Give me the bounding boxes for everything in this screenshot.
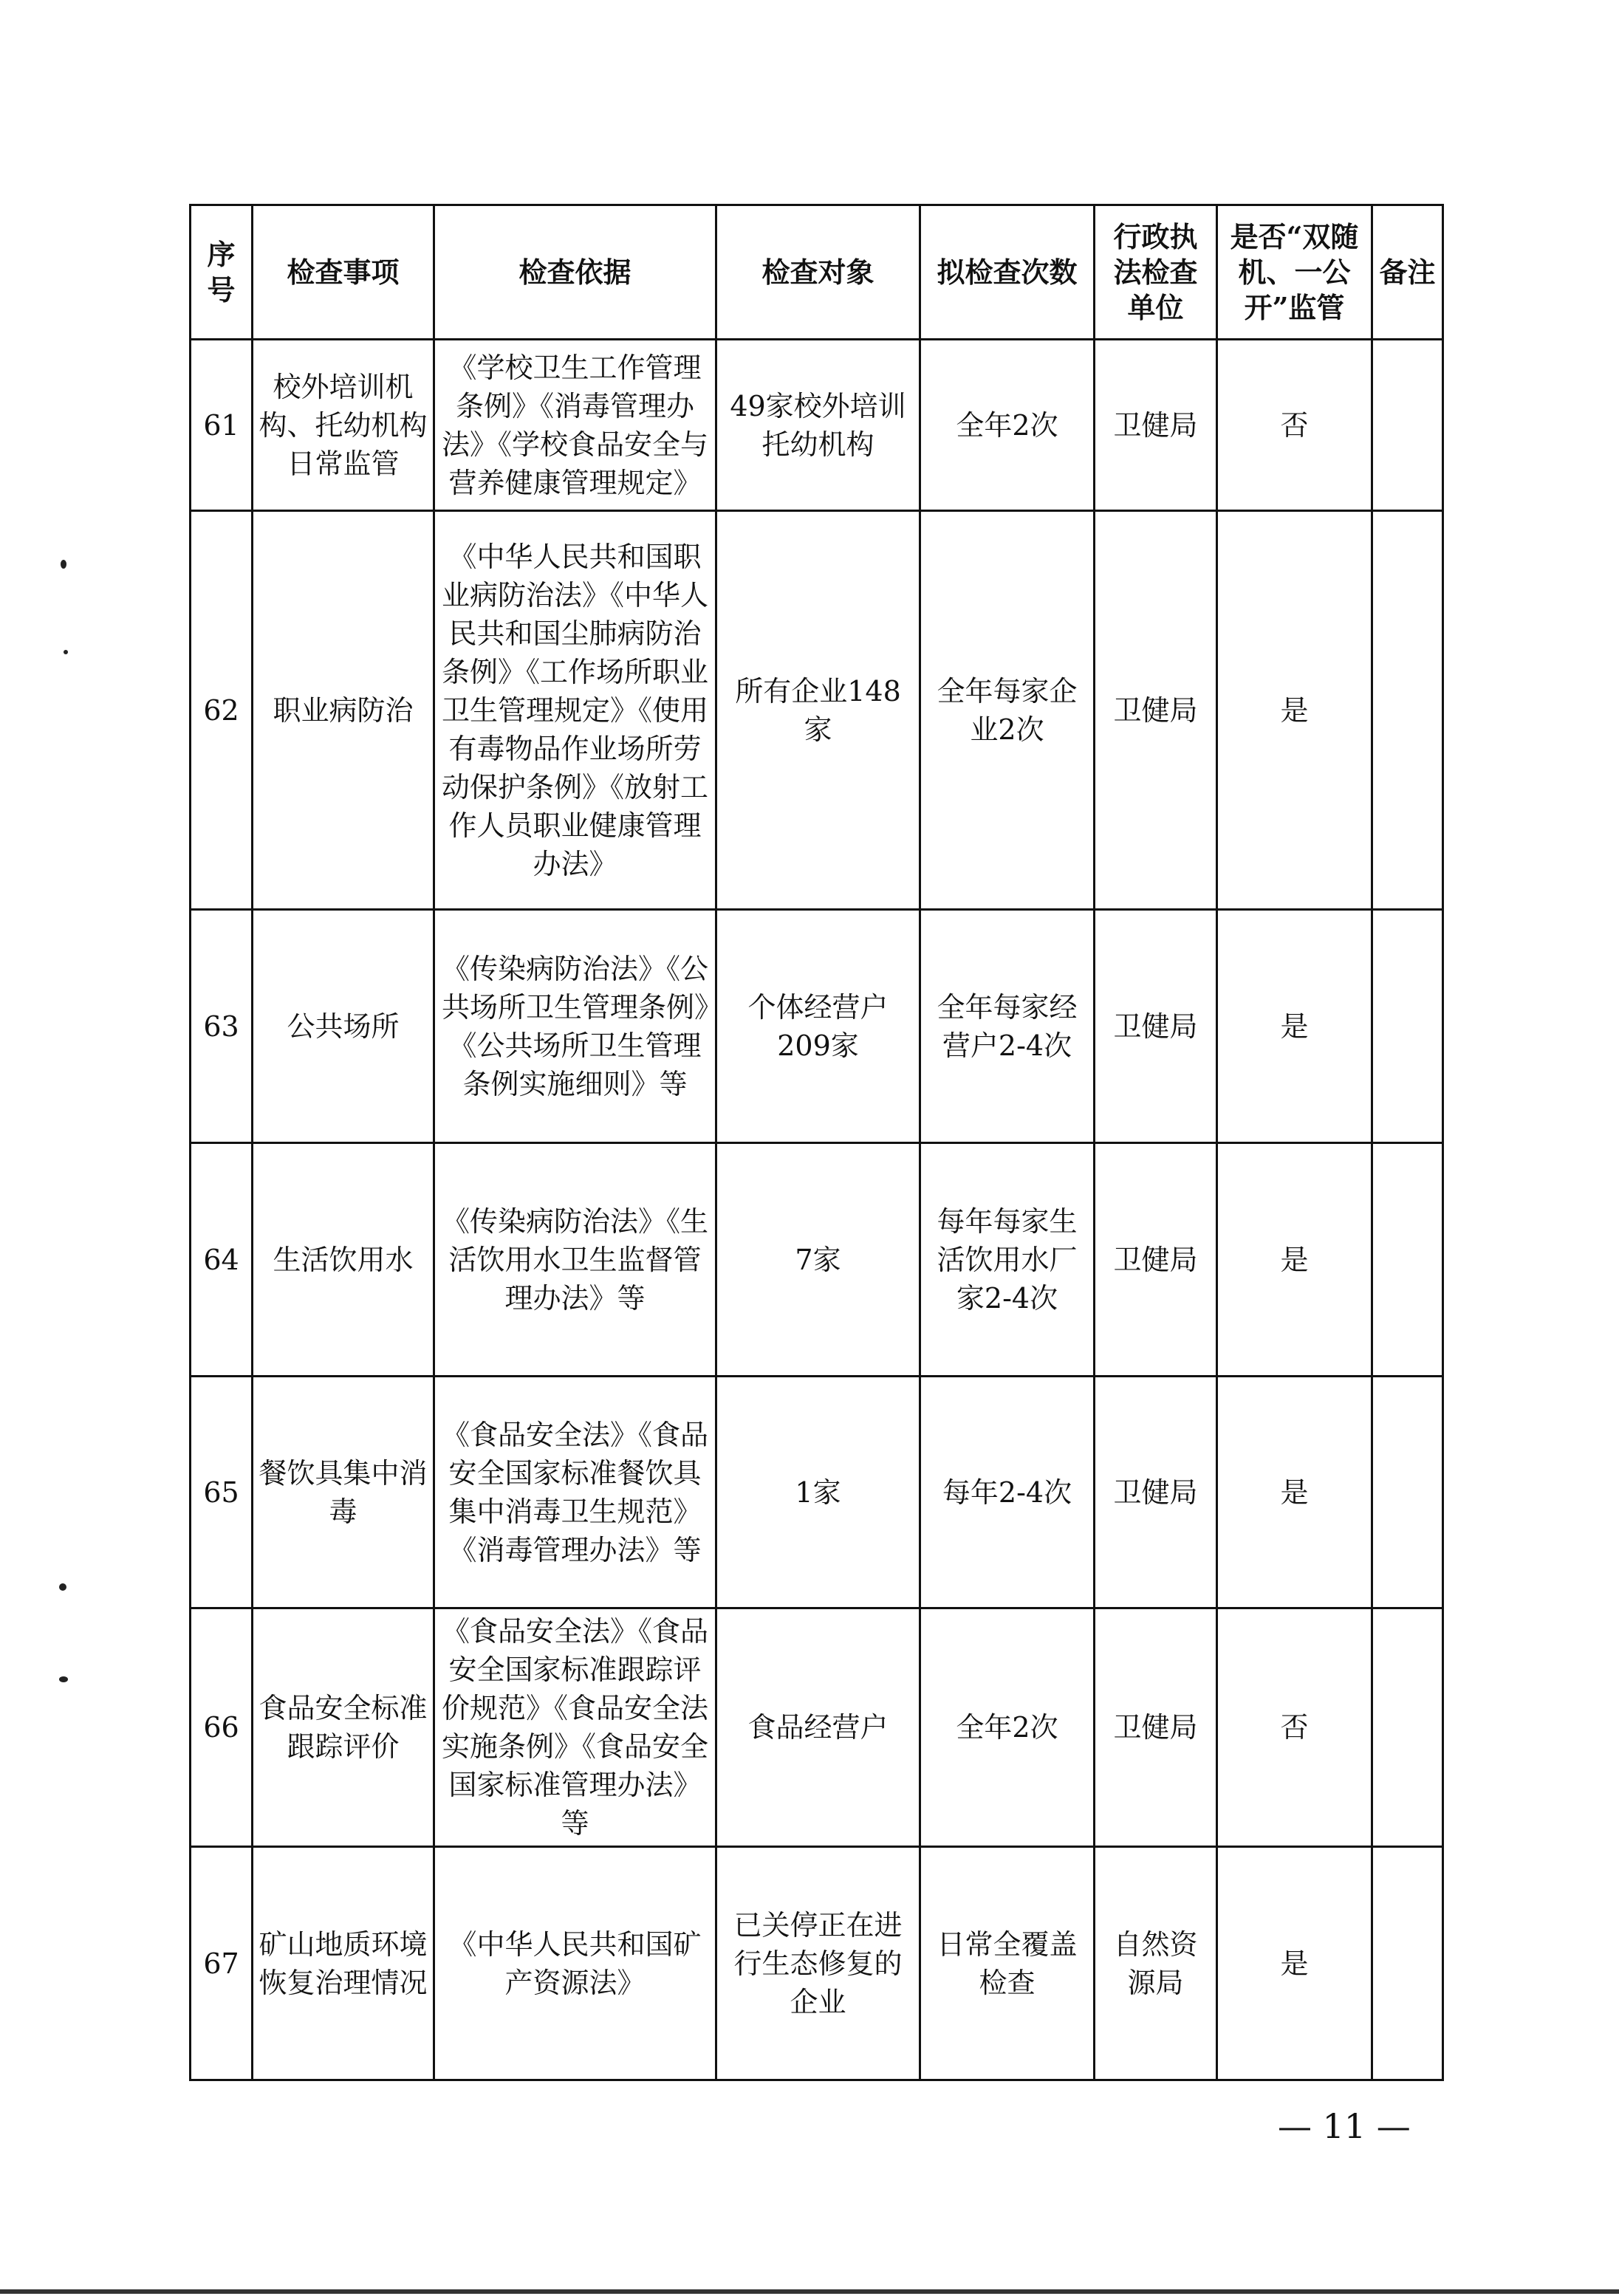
cell-object: 个体经营户209家	[716, 910, 920, 1143]
cell-unit: 卫健局	[1095, 910, 1217, 1143]
inspection-table	[189, 204, 1444, 2081]
cell-basis: 《传染病防治法》《公共场所卫生管理条例》《公共场所卫生管理条例实施细则》等	[434, 910, 716, 1143]
table-row	[191, 1143, 1443, 1377]
cell-seq: 61	[191, 340, 253, 511]
scan-mark	[64, 650, 68, 654]
cell-frequency: 日常全覆盖检查	[920, 1847, 1095, 2080]
cell-unit: 卫健局	[1095, 511, 1217, 910]
cell-item: 矿山地质环境恢复治理情况	[253, 1847, 434, 2080]
scan-mark	[59, 1583, 66, 1591]
table-row	[191, 1847, 1443, 2080]
cell-seq: 67	[191, 1847, 253, 2080]
header-row	[191, 205, 1443, 340]
cell-random: 是	[1217, 1377, 1372, 1608]
cell-object: 7家	[716, 1143, 920, 1377]
cell-random: 是	[1217, 910, 1372, 1143]
header-random: 是否“双随机、一公开”监管	[1217, 205, 1372, 340]
cell-unit: 卫健局	[1095, 340, 1217, 511]
cell-seq: 64	[191, 1143, 253, 1377]
cell-seq: 63	[191, 910, 253, 1143]
cell-remark	[1372, 511, 1443, 910]
table-row	[191, 511, 1443, 910]
cell-unit: 卫健局	[1095, 1143, 1217, 1377]
cell-basis: 《食品安全法》《食品安全国家标准跟踪评价规范》《食品安全法实施条例》《食品安全国家标准管理办法》等	[434, 1608, 716, 1847]
cell-object: 49家校外培训托幼机构	[716, 340, 920, 511]
cell-basis: 《学校卫生工作管理条例》《消毒管理办法》《学校食品安全与营养健康管理规定》	[434, 340, 716, 511]
cell-object: 已关停正在进行生态修复的企业	[716, 1847, 920, 2080]
cell-random: 是	[1217, 511, 1372, 910]
cell-remark	[1372, 1608, 1443, 1847]
cell-unit: 自然资源局	[1095, 1847, 1217, 2080]
header-unit: 行政执法检查单位	[1095, 205, 1217, 340]
cell-item: 公共场所	[253, 910, 434, 1143]
cell-frequency: 每年每家生活饮用水厂家2-4次	[920, 1143, 1095, 1377]
scan-edge	[0, 2289, 1619, 2294]
cell-basis: 《中华人民共和国职业病防治法》《中华人民共和国尘肺病防治条例》《工作场所职业卫生管理规定》《使用有毒物品作业场所劳动保护条例》《放射工作人员职业健康管理办法》	[434, 511, 716, 910]
header-frequency: 拟检查次数	[920, 205, 1095, 340]
cell-remark	[1372, 910, 1443, 1143]
cell-frequency: 全年每家经营户2-4次	[920, 910, 1095, 1143]
scan-mark	[59, 1676, 68, 1682]
header-remark: 备注	[1372, 205, 1443, 340]
cell-item: 生活饮用水	[253, 1143, 434, 1377]
cell-item: 职业病防治	[253, 511, 434, 910]
cell-item: 校外培训机构、托幼机构日常监管	[253, 340, 434, 511]
cell-remark	[1372, 1847, 1443, 2080]
cell-frequency: 全年2次	[920, 340, 1095, 511]
cell-random: 是	[1217, 1143, 1372, 1377]
cell-random: 否	[1217, 1608, 1372, 1847]
table-row	[191, 1608, 1443, 1847]
cell-item: 食品安全标准跟踪评价	[253, 1608, 434, 1847]
cell-basis: 《中华人民共和国矿产资源法》	[434, 1847, 716, 2080]
cell-random: 否	[1217, 340, 1372, 511]
header-basis: 检查依据	[434, 205, 716, 340]
cell-object: 所有企业148家	[716, 511, 920, 910]
page-number: — 11 —	[1278, 2106, 1411, 2146]
table-row	[191, 340, 1443, 511]
cell-basis: 《传染病防治法》《生活饮用水卫生监督管理办法》等	[434, 1143, 716, 1377]
cell-frequency: 每年2-4次	[920, 1377, 1095, 1608]
scan-mark	[61, 560, 66, 569]
header-object: 检查对象	[716, 205, 920, 340]
header-seq: 序号	[191, 205, 253, 340]
cell-unit: 卫健局	[1095, 1608, 1217, 1847]
cell-basis: 《食品安全法》《食品安全国家标准餐饮具集中消毒卫生规范》《消毒管理办法》等	[434, 1377, 716, 1608]
cell-random: 是	[1217, 1847, 1372, 2080]
cell-remark	[1372, 1377, 1443, 1608]
cell-seq: 66	[191, 1608, 253, 1847]
table-row	[191, 1377, 1443, 1608]
cell-item: 餐饮具集中消毒	[253, 1377, 434, 1608]
cell-frequency: 全年每家企业2次	[920, 511, 1095, 910]
cell-object: 食品经营户	[716, 1608, 920, 1847]
table-row	[191, 910, 1443, 1143]
cell-remark	[1372, 1143, 1443, 1377]
cell-seq: 62	[191, 511, 253, 910]
cell-seq: 65	[191, 1377, 253, 1608]
cell-frequency: 全年2次	[920, 1608, 1095, 1847]
cell-remark	[1372, 340, 1443, 511]
cell-object: 1家	[716, 1377, 920, 1608]
header-item: 检查事项	[253, 205, 434, 340]
cell-unit: 卫健局	[1095, 1377, 1217, 1608]
